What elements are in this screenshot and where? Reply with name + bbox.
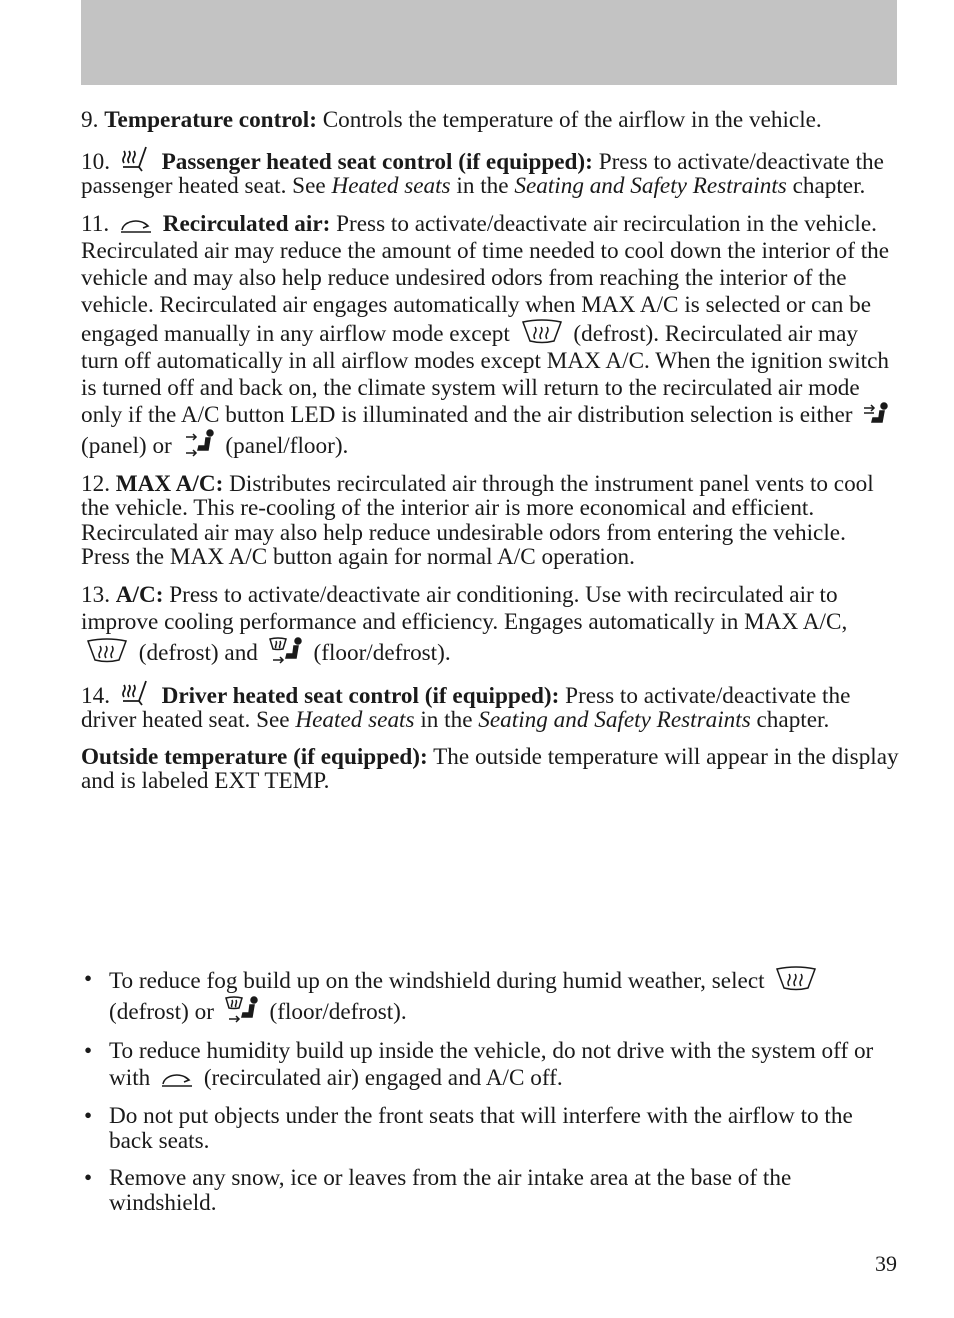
bullet-dot: • <box>84 966 93 992</box>
item-text: (panel) or <box>81 432 172 459</box>
item-text: The outside temperature will appear in the display and is labeled EXT TEMP. <box>81 743 899 794</box>
item-number: 10. <box>81 148 110 175</box>
item-reference: Seating and Safety Restraints <box>478 707 751 733</box>
bullet-text: Do not put objects under the front seats that will interfere with the airflow to the back seats. <box>109 1103 853 1154</box>
item-heading: Temperature control: <box>104 107 317 133</box>
panel-vent-icon <box>862 402 890 426</box>
item-text: (defrost). Recirculated air may turn off automatically in all airflow modes except MAX A/C. When the ignition switch is turned off and back on, the climate system will return to the recirculated air mode only if the A/C button LED is illuminated and the air distribution selection is either <box>81 320 889 428</box>
item-number: 9. <box>81 107 99 133</box>
item-text: Controls the temperature of the airflow in the vehicle. <box>316 107 822 133</box>
outside-temperature <box>81 745 899 794</box>
list-item <box>81 1166 899 1216</box>
item-14 <box>81 679 899 733</box>
item-text: (defrost) and <box>138 639 258 666</box>
item-text: Press to activate/deactivate the passenger heated seat. See <box>81 148 884 199</box>
item-number: 11. <box>81 210 110 237</box>
item-number: 12. <box>81 470 110 497</box>
item-text: Press to activate/deactivate air conditioning. Use with recirculated air to improve cooling performance and efficiency. Engages automatically in MAX A/C, <box>81 581 848 635</box>
heated-seat-icon <box>120 679 152 707</box>
item-heading: Recirculated air: <box>162 210 331 237</box>
bullet-dot: • <box>84 1103 93 1129</box>
bullet-dot: • <box>84 1038 93 1064</box>
item-number: 14. <box>81 682 110 709</box>
bullet-text: To reduce fog build up on the windshield during humid weather, select <box>109 968 765 994</box>
list-item <box>81 1104 899 1154</box>
item-heading: Passenger heated seat control (if equipped): <box>161 148 593 175</box>
defrost-icon <box>520 319 564 345</box>
item-12 <box>81 472 899 570</box>
item-text: in the <box>414 707 479 733</box>
tips-list <box>81 966 899 1228</box>
item-13 <box>81 582 899 667</box>
item-reference: Heated seats <box>331 173 451 199</box>
item-text: (panel/floor). <box>225 432 349 459</box>
item-text: Distributes recirculated air through the instrument panel vents to cool the vehicle. This re-cooling of the interior air is more economical and efficient. Recirculated air may also help reduce undesirable odors from entering the vehicle. Press the MAX A/C button again for normal A/C operation. <box>81 470 874 570</box>
floor-defrost-icon <box>224 995 260 1023</box>
recirculated-air-icon <box>119 217 153 235</box>
bullet-text: To reduce humidity build up inside the vehicle, do not drive with the system off or with <box>109 1038 874 1091</box>
item-9 <box>81 108 899 133</box>
bullet-dot: • <box>84 1165 93 1191</box>
bullet-text: Remove any snow, ice or leaves from the air intake area at the base of the windshield. <box>109 1165 792 1216</box>
item-reference: Seating and Safety Restraints <box>514 173 787 199</box>
heated-seat-icon <box>120 145 152 173</box>
bullet-text: (floor/defrost). <box>269 999 407 1025</box>
bullet-text: (defrost) or <box>109 999 214 1025</box>
list-item <box>81 966 899 1026</box>
item-heading: Outside temperature (if equipped): <box>81 743 428 770</box>
floor-defrost-icon <box>268 636 304 664</box>
bullet-text: (recirculated air) engaged and A/C off. <box>203 1065 563 1091</box>
item-10 <box>81 145 899 199</box>
manual-content <box>81 108 899 806</box>
defrost-icon <box>774 966 818 992</box>
item-text: Press to activate/deactivate the driver heated seat. See <box>81 682 851 733</box>
defrost-icon <box>85 638 129 664</box>
item-heading: A/C: <box>115 581 164 608</box>
page-number: 39 <box>875 1251 897 1276</box>
item-reference: Heated seats <box>295 707 415 733</box>
item-text: (floor/defrost). <box>313 639 451 666</box>
item-heading: Driver heated seat control (if equipped): <box>161 682 560 709</box>
header-bar <box>81 0 897 85</box>
recirculated-air-icon <box>160 1071 194 1089</box>
item-text: Press to activate/deactivate air recirculation in the vehicle. Recirculated air may reduce the amount of time needed to cool down the interior of the vehicle and may also help reduce undesired odors from reaching the interior of the vehicle. Recirculated air engages automatically when MAX A/C is selected or can be engaged manually in any airflow mode except <box>81 210 890 347</box>
item-text: chapter. <box>786 173 866 199</box>
item-text: in the <box>450 173 515 199</box>
item-number: 13. <box>81 581 110 608</box>
item-text: chapter. <box>750 707 830 733</box>
panel-floor-icon <box>182 429 216 457</box>
list-item <box>81 1038 899 1092</box>
item-11 <box>81 211 899 460</box>
item-heading: MAX A/C: <box>115 470 224 497</box>
